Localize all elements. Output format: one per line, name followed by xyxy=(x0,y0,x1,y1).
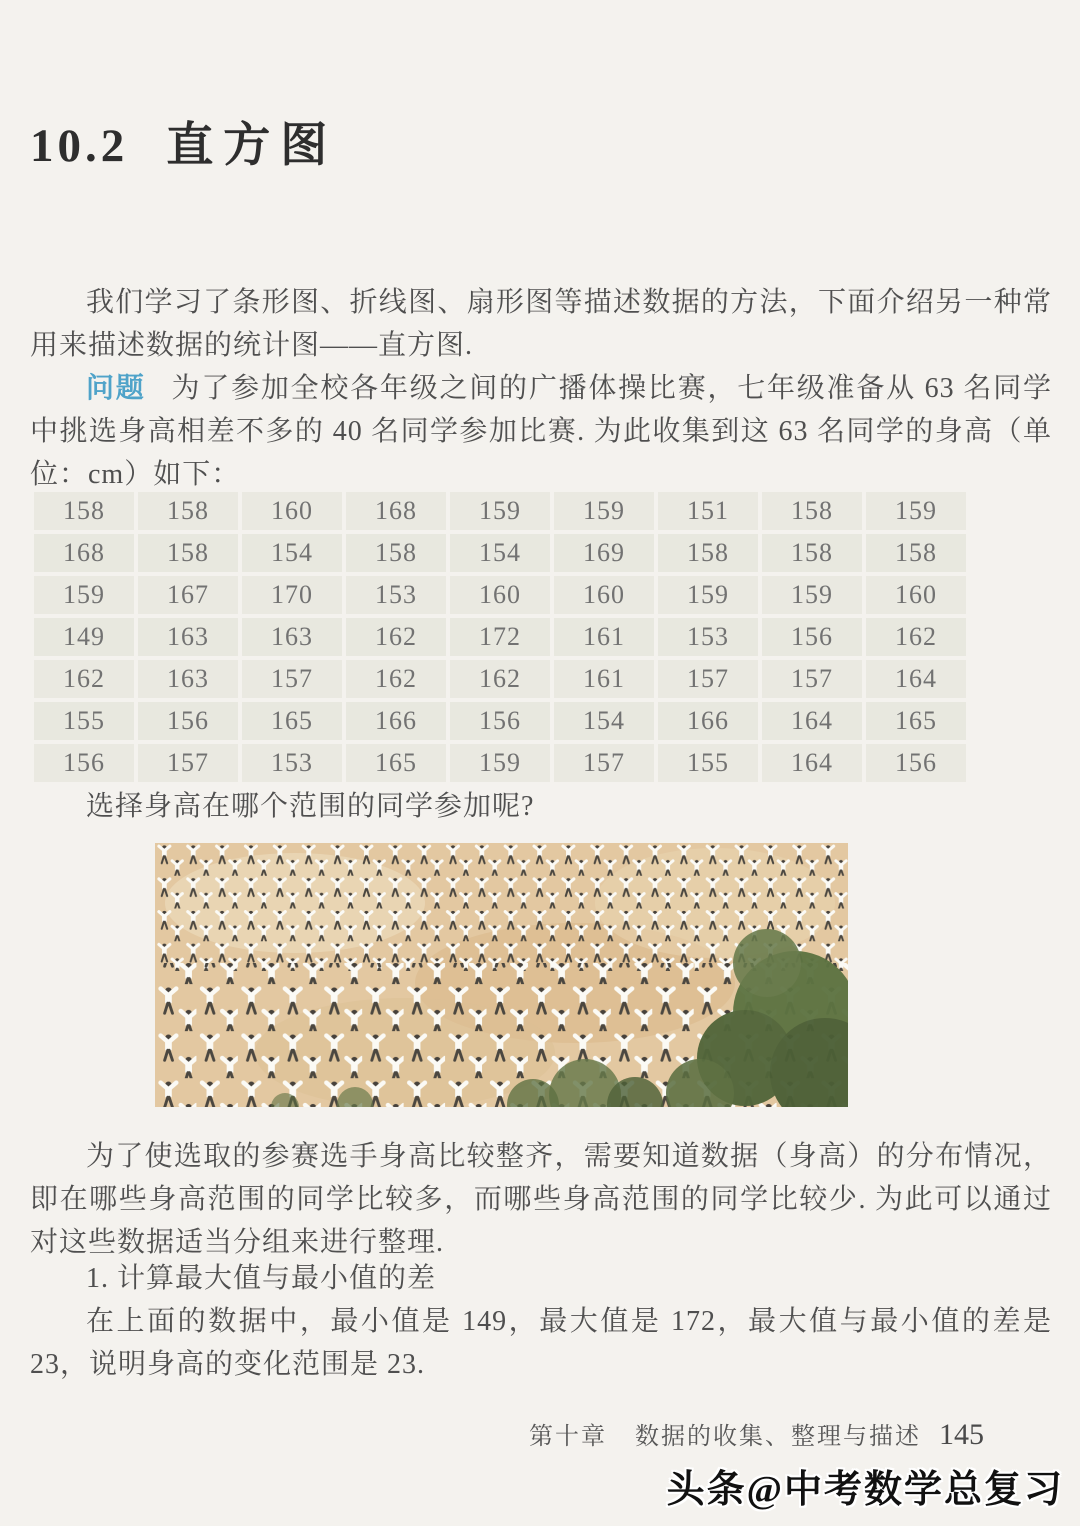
table-row xyxy=(34,576,966,614)
height-cell: 158 xyxy=(658,534,758,572)
height-cell: 156 xyxy=(34,744,134,782)
height-cell: 158 xyxy=(762,492,862,530)
intro-paragraph: 我们学习了条形图、折线图、扇形图等描述数据的方法，下面介绍另一种常用来描述数据的统计图——直方图. xyxy=(30,287,1052,361)
height-cell: 156 xyxy=(138,702,238,740)
height-cell: 169 xyxy=(554,534,654,572)
step1-body: 在上面的数据中，最小值是 149，最大值是 172，最大值与最小值的差是 23，说明身高的变化范围是 23. xyxy=(30,1306,1052,1380)
watermark: 头条@中考数学总复习 xyxy=(666,1469,1064,1511)
height-cell: 153 xyxy=(658,618,758,656)
height-cell: 154 xyxy=(450,534,550,572)
exercise-photo xyxy=(155,843,848,1107)
height-cell: 158 xyxy=(762,534,862,572)
height-cell: 162 xyxy=(866,618,966,656)
height-cell: 155 xyxy=(34,702,134,740)
height-cell: 166 xyxy=(346,702,446,740)
height-cell: 159 xyxy=(34,576,134,614)
height-cell: 167 xyxy=(138,576,238,614)
height-cell: 164 xyxy=(762,744,862,782)
footer-section: 数据的收集、整理与描述 xyxy=(635,1424,921,1450)
height-cell: 160 xyxy=(450,576,550,614)
height-cell: 160 xyxy=(242,492,342,530)
height-cell: 172 xyxy=(450,618,550,656)
height-cell: 151 xyxy=(658,492,758,530)
height-cell: 162 xyxy=(346,660,446,698)
problem-paragraph xyxy=(30,367,1052,496)
height-cell: 163 xyxy=(242,618,342,656)
table-row xyxy=(34,618,966,656)
table-row xyxy=(34,492,966,530)
section-number: 10.2 xyxy=(30,120,129,172)
height-cell: 159 xyxy=(554,492,654,530)
height-cell: 156 xyxy=(866,744,966,782)
problem-text: 为了参加全校各年级之间的广播体操比赛，七年级准备从 63 名同学中挑选身高相差不多的 40 名同学参加比赛. 为此收集到这 63 名同学的身高（单位：cm）如下： xyxy=(30,373,1052,490)
height-cell: 162 xyxy=(346,618,446,656)
height-cell: 159 xyxy=(866,492,966,530)
height-cell: 168 xyxy=(34,534,134,572)
question-line: 选择身高在哪个范围的同学参加呢? xyxy=(86,791,535,822)
height-cell: 165 xyxy=(242,702,342,740)
footer-page-number: 145 xyxy=(939,1418,984,1451)
height-data-table-body xyxy=(34,492,966,782)
height-cell: 156 xyxy=(450,702,550,740)
height-cell: 158 xyxy=(34,492,134,530)
analysis-paragraph: 为了使选取的参赛选手身高比较整齐，需要知道数据（身高）的分布情况，即在哪些身高范围的同学比较多，而哪些身高范围的同学比较少. 为此可以通过对这些数据适当分组来进行整理. xyxy=(30,1141,1052,1258)
height-cell: 158 xyxy=(138,534,238,572)
problem-label: 问题 xyxy=(86,373,146,404)
height-cell: 159 xyxy=(450,492,550,530)
height-cell: 161 xyxy=(554,660,654,698)
height-cell: 158 xyxy=(138,492,238,530)
height-cell: 166 xyxy=(658,702,758,740)
height-cell: 156 xyxy=(762,618,862,656)
height-cell: 157 xyxy=(554,744,654,782)
height-cell: 163 xyxy=(138,618,238,656)
height-cell: 165 xyxy=(346,744,446,782)
height-cell: 157 xyxy=(658,660,758,698)
height-cell: 153 xyxy=(346,576,446,614)
page-footer xyxy=(529,1416,984,1452)
table-row xyxy=(34,702,966,740)
height-cell: 165 xyxy=(866,702,966,740)
footer-chapter: 第十章 xyxy=(529,1424,607,1450)
height-cell: 155 xyxy=(658,744,758,782)
height-cell: 158 xyxy=(866,534,966,572)
height-data-table xyxy=(30,488,970,786)
step1-heading: 1. 计算最大值与最小值的差 xyxy=(86,1263,437,1294)
height-cell: 159 xyxy=(658,576,758,614)
table-row xyxy=(34,534,966,572)
height-cell: 160 xyxy=(554,576,654,614)
height-cell: 158 xyxy=(346,534,446,572)
height-cell: 157 xyxy=(242,660,342,698)
section-title-text: 直方图 xyxy=(166,120,338,172)
height-cell: 162 xyxy=(34,660,134,698)
height-cell: 170 xyxy=(242,576,342,614)
table-row xyxy=(34,660,966,698)
height-cell: 160 xyxy=(866,576,966,614)
height-cell: 154 xyxy=(554,702,654,740)
height-cell: 161 xyxy=(554,618,654,656)
height-cell: 153 xyxy=(242,744,342,782)
height-cell: 154 xyxy=(242,534,342,572)
table-row xyxy=(34,744,966,782)
height-cell: 157 xyxy=(762,660,862,698)
height-cell: 162 xyxy=(450,660,550,698)
section-title xyxy=(30,108,337,175)
height-cell: 168 xyxy=(346,492,446,530)
height-cell: 163 xyxy=(138,660,238,698)
height-cell: 159 xyxy=(450,744,550,782)
height-cell: 157 xyxy=(138,744,238,782)
height-cell: 164 xyxy=(866,660,966,698)
height-cell: 159 xyxy=(762,576,862,614)
height-cell: 149 xyxy=(34,618,134,656)
height-cell: 164 xyxy=(762,702,862,740)
